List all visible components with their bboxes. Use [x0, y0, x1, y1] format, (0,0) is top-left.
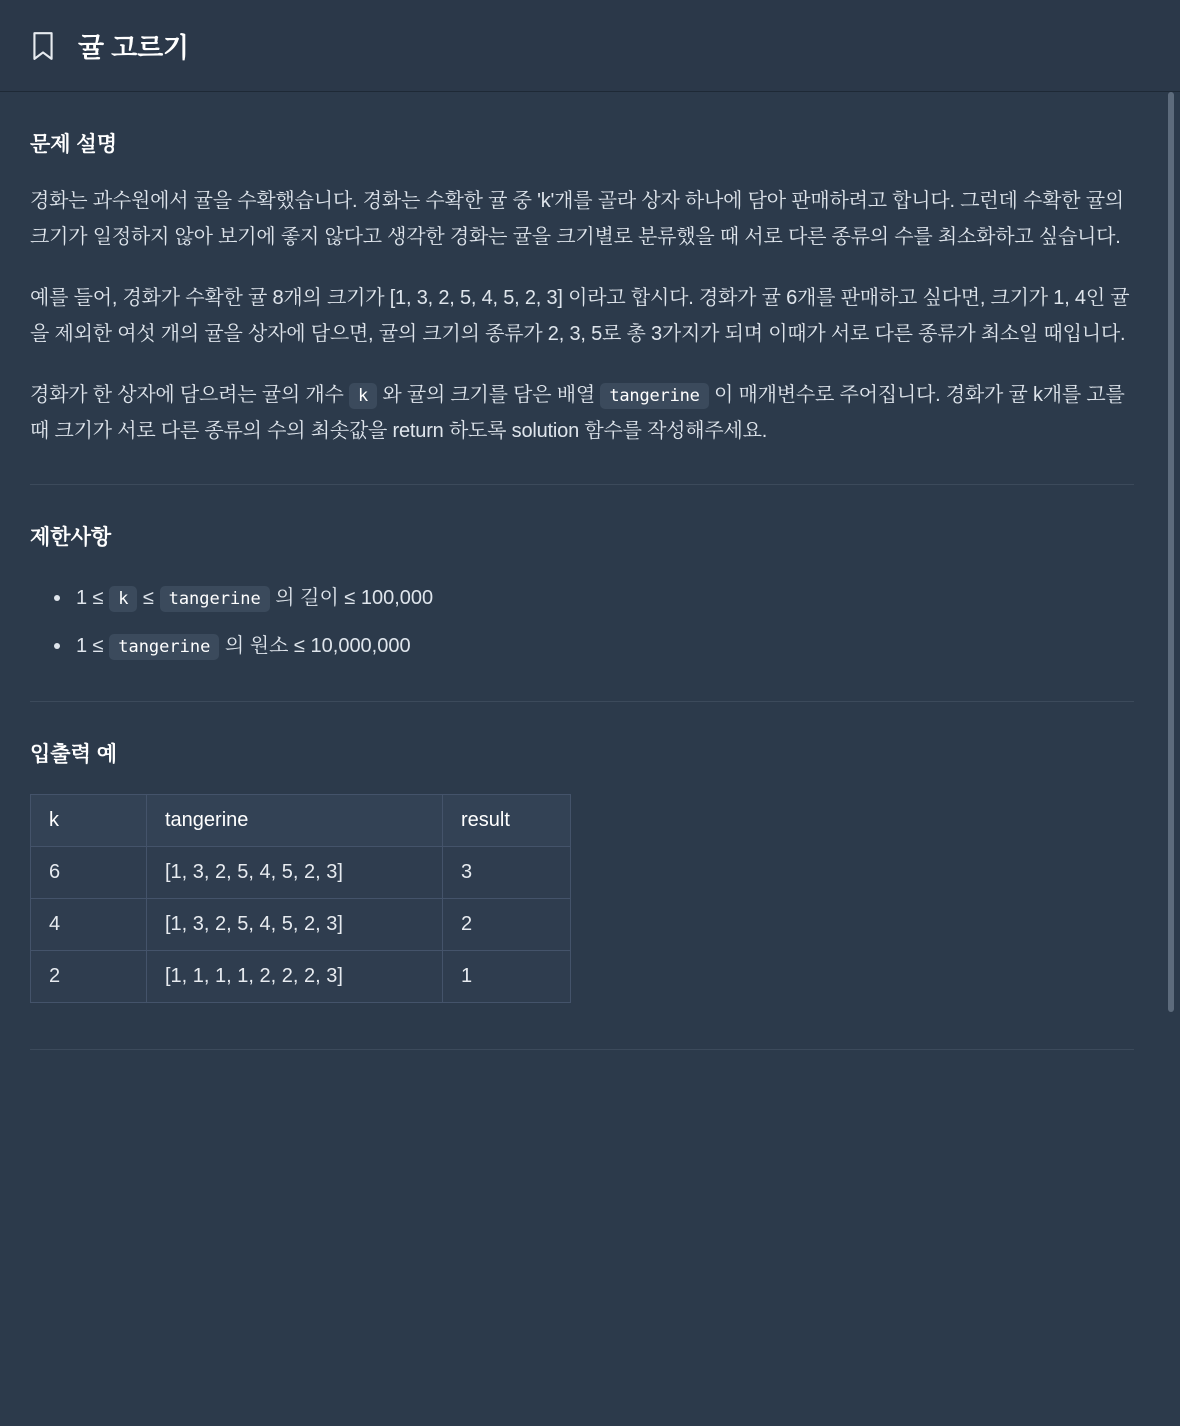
constraints-list — [30, 577, 1134, 667]
table-header-row — [31, 794, 571, 846]
table-row — [31, 950, 571, 1002]
list-item — [76, 577, 1134, 619]
cell-k: 4 — [31, 898, 147, 950]
paragraph3-part3: 이 매개변수로 주어집니다. 경화가 귤 k개를 고를 때 크기가 서로 다른 종류의 수의 최솟값을 return 하도록 solution 함수를 작성해주세요. — [30, 384, 1125, 442]
code-k: k — [349, 383, 377, 409]
bookmark-icon — [30, 31, 56, 61]
cell-result: 3 — [443, 846, 571, 898]
table-row — [31, 898, 571, 950]
description-paragraph-3 — [30, 378, 1134, 449]
column-header-tangerine: tangerine — [147, 794, 443, 846]
constraint-2-post: 의 원소 ≤ 10,000,000 — [224, 634, 411, 657]
divider-io-example — [30, 1049, 1134, 1050]
cell-result: 2 — [443, 898, 571, 950]
paragraph3-part2: 와 귤의 크기를 담은 배열 — [382, 384, 595, 407]
divider-description — [30, 484, 1134, 485]
description-paragraph-2: 예를 들어, 경화가 수확한 귤 8개의 크기가 [1, 3, 2, 5, 4, 5, 2, 3] 이라고 합시다. 경화가 귤 6개를 판매하고 싶다면, 크기가 1, 4인 귤을 제외한 여섯 개의 귤을 상자에 담으면, 귤의 크기의 종류가 2, 3, 5로 총 3가지가 되며 이때가 서로 다른 종류가 최소일 때입니다. — [30, 287, 1130, 345]
list-item — [76, 625, 1134, 667]
constraint-1-mid: ≤ — [143, 586, 155, 609]
column-header-k: k — [31, 794, 147, 846]
description-heading: 문제 설명 — [30, 133, 117, 156]
io-example-table — [30, 794, 571, 1003]
code-tangerine: tangerine — [109, 634, 219, 660]
title-bar — [0, 0, 1180, 92]
code-k: k — [109, 586, 137, 612]
constraint-2-pre: 1 ≤ — [76, 634, 104, 657]
io-example-heading: 입출력 예 — [30, 742, 117, 766]
description-paragraph-1: 경화는 과수원에서 귤을 수확했습니다. 경화는 수확한 귤 중 'k'개를 골라 상자 하나에 담아 판매하려고 합니다. 그런데 수확한 귤의 크기가 일정하지 않아 보기에 좋지 않다고 생각한 경화는 귤을 크기별로 분류했을 때 서로 다른 종류의 수를 최소화하고 싶습니다. — [30, 190, 1124, 248]
constraint-1-pre: 1 ≤ — [76, 586, 104, 609]
cell-tangerine: [1, 1, 1, 1, 2, 2, 2, 3] — [147, 950, 443, 1002]
cell-tangerine: [1, 3, 2, 5, 4, 5, 2, 3] — [147, 898, 443, 950]
cell-result: 1 — [443, 950, 571, 1002]
cell-tangerine: [1, 3, 2, 5, 4, 5, 2, 3] — [147, 846, 443, 898]
scrollbar-thumb[interactable] — [1168, 92, 1174, 1012]
cell-k: 2 — [31, 950, 147, 1002]
constraints-heading: 제한사항 — [30, 525, 112, 549]
column-header-result: result — [443, 794, 571, 846]
page-title: 귤 고르기 — [78, 33, 189, 63]
table-row — [31, 846, 571, 898]
problem-content — [0, 92, 1180, 1426]
paragraph3-part1: 경화가 한 상자에 담으려는 귤의 개수 — [30, 384, 344, 407]
cell-k: 6 — [31, 846, 147, 898]
code-tangerine: tangerine — [600, 383, 708, 409]
code-tangerine: tangerine — [160, 586, 270, 612]
constraint-1-post: 의 길이 ≤ 100,000 — [275, 586, 434, 609]
divider-constraints — [30, 701, 1134, 702]
